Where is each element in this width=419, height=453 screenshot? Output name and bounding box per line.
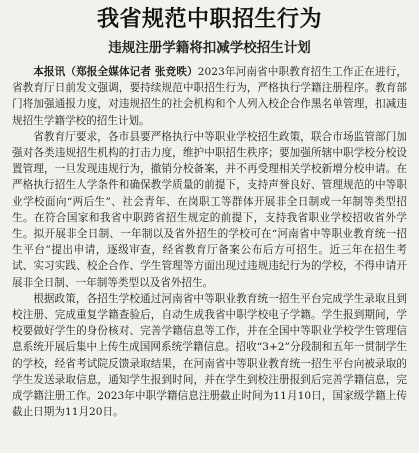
- article-body: [12, 64, 407, 420]
- headline: 我省规范中职招生行为: [96, 7, 322, 32]
- byline: 本报讯（郑报全媒体记者 张竞昳）: [33, 66, 198, 78]
- paragraph-2: 省教育厅要求，各市县要严格执行中等职业学校招生政策，联合市场监管部门加强对各类违规招生机构的打击力度，维护中职招生秩序；要加强所辖中职学校分校设置管理，一旦发现违规行为，撤销分校备案，并不再受理相关学校新增分校申请。在严格执行招生人学条件和确保教学质量的前提下，支持声誉良好、管理规范的中等职业学校面向“两后生”、社会青年、在岗职工等群体开展非全日制或一年制等类型招生。在符合国家和我省中职跨省招生规定的前提下，支持我省职业学校招收省外学生。拟开展非全日制、一年制以及省外招生的学校可在“河南省中等职业教育统一招生平台”提出申请，逐级审查，经省教育厅备案公布后方可招生。近三年在招生考试、实习实践、校企合作、学生管理等方面出现过违规违纪行为的学校，不得申请开展非全日制、一年制等类型以及省外招生。: [12, 130, 407, 289]
- subheadline: 违规注册学籍将扣减学校招生计划: [108, 40, 311, 56]
- paragraph-1-text: 2023年河南省中职教育招生工作正在进行，省教育厅日前发文强调，要持续规范中职招生行为，严格执行学籍注册程序。教育部门将加强通报力度，对违规招生的社会机构和个人列入校企合作黑名单管理，扣减违规招生学籍学校的招生计划。: [12, 66, 407, 127]
- paragraph-3: 根据政策，各招生学校通过河南省中等职业教育统一招生平台完成学生录取且到校注册、完成重复学籍查验后，自动生成我省中职学校电子学籍。学生报到期间，学校要做好学生的身份核对、完善学籍信息等工作，并在全国中等职业学校学生管理信息系统开展后集中上传生成国网系统学籍信息。招收“3+2”分段制和五年一贯制学生的学校，经省考试院反馈录取结果，在河南省中等职业教育统一招生平台向被录取的学生发送录取信息，通知学生报到时间，并在学生到校注册报到后完善学籍信息，完成学籍注册工作。2023年中职学籍信息注册截止时间为11月10日，国家级学籍上传截止日期为11月20日。: [12, 292, 407, 419]
- paragraph-1: [12, 64, 407, 129]
